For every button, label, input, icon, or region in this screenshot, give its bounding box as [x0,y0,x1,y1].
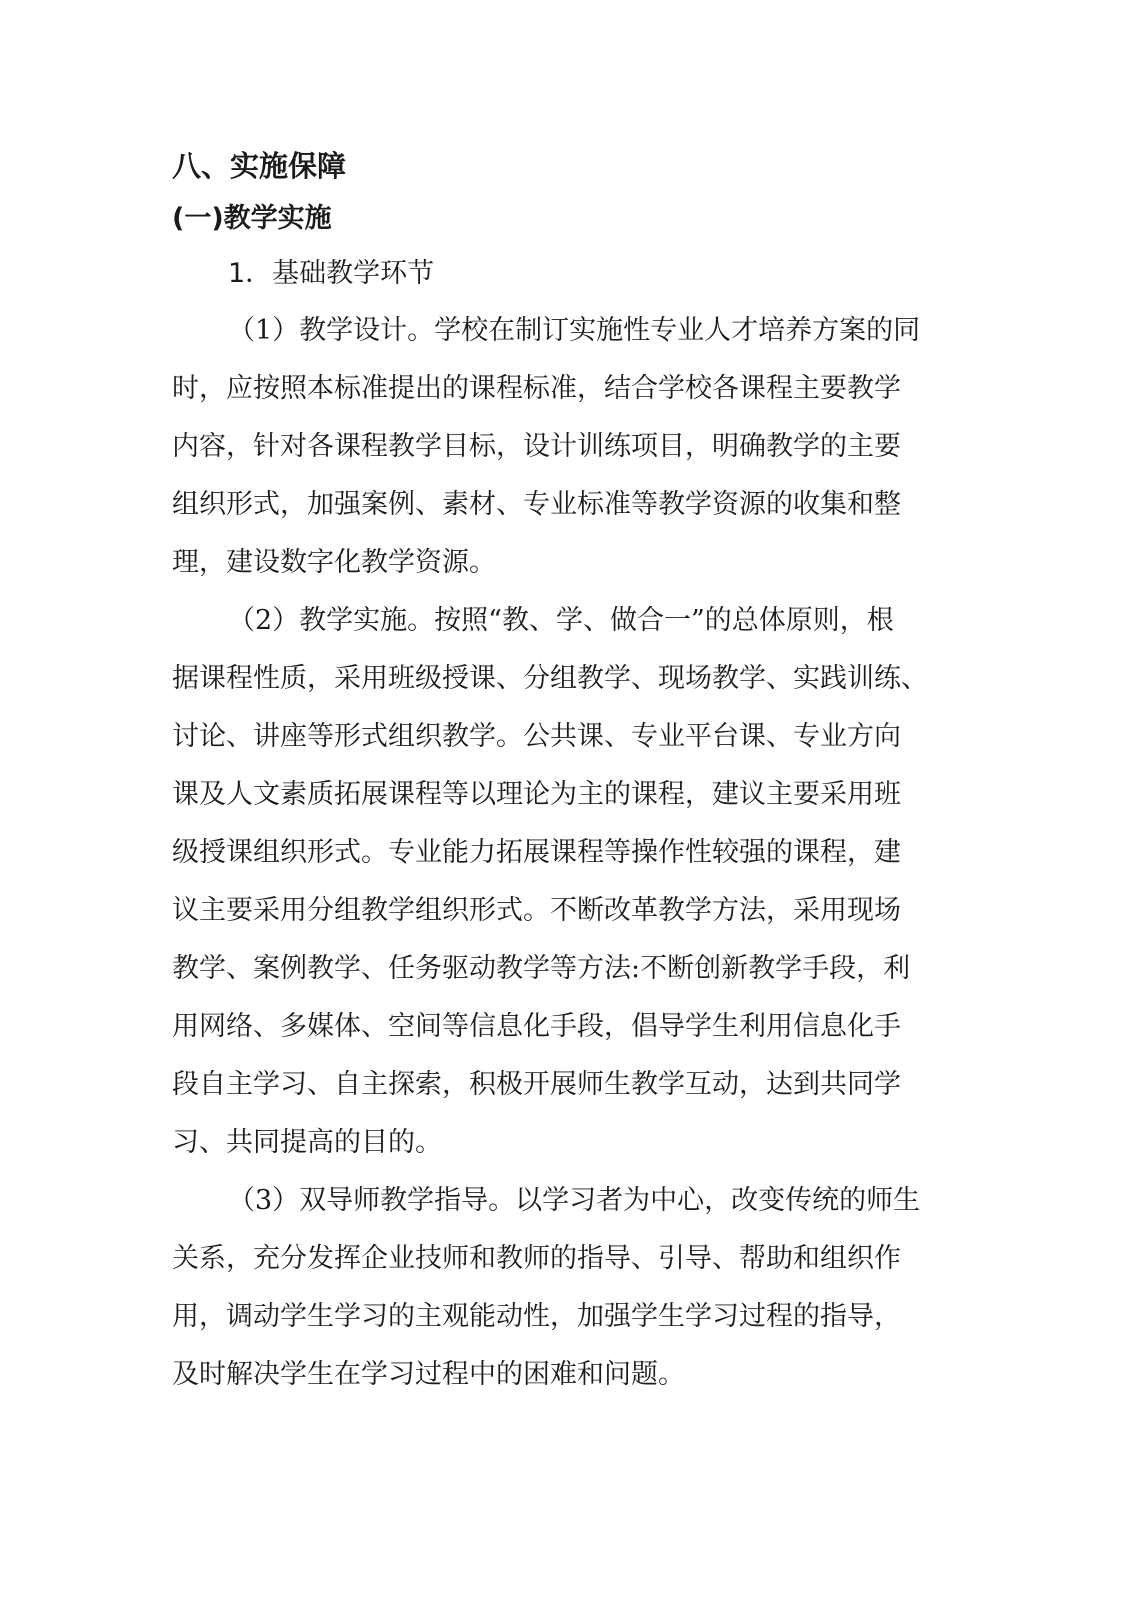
document-body [172,140,972,1404]
paragraph-line: 用网络、多媒体、空间等信息化手段，倡导学生利用信息化手 [172,1011,901,1042]
paragraph-dual-mentor [172,1172,972,1404]
paragraph-line: 段自主学习、自主探索，积极开展师生教学互动，达到共同学 [172,1069,901,1100]
paragraph-line: 关系，充分发挥企业技师和教师的指导、引导、帮助和组织作 [172,1243,901,1274]
paragraph-line: 组织形式，加强案例、素材、专业标准等教学资源的收集和整 [172,489,901,520]
paragraph-line: 时，应按照本标准提出的课程标准，结合学校各课程主要教学 [172,373,901,404]
paragraph-line: 据课程性质，采用班级授课、分组教学、现场教学、实践训练、 [172,663,928,694]
subsection-heading: (一)教学实施 [172,203,332,234]
paragraph-line: 用，调动学生学习的主观能动性，加强学生学习过程的指导， [172,1301,901,1332]
paragraph-line: 议主要采用分组教学组织形式。不断改革教学方法，采用现场 [172,895,901,926]
paragraph-line: 教学、案例教学、任务驱动教学等方法:不断创新教学手段，利 [172,953,911,984]
paragraph-line: 习、共同提高的目的。 [172,1127,442,1158]
item-heading: 1．基础教学环节 [228,258,435,289]
paragraph-line: 理，建设数字化教学资源。 [172,547,496,578]
paragraph-line: 及时解决学生在学习过程中的困难和问题。 [172,1359,685,1390]
section-heading: 八、实施保障 [172,149,347,183]
paragraph-line: 讨论、讲座等形式组织教学。公共课、专业平台课、专业方向 [172,721,901,752]
paragraph-line: （1）教学设计。学校在制订实施性专业人才培养方案的同 [228,315,921,346]
paragraph-teaching-implementation [172,592,972,1172]
paragraph-line: 课及人文素质拓展课程等以理论为主的课程，建议主要采用班 [172,779,901,810]
paragraph-line: 内容，针对各课程教学目标，设计训练项目，明确教学的主要 [172,431,901,462]
paragraph-line: 级授课组织形式。专业能力拓展课程等操作性较强的课程，建 [172,837,901,868]
paragraph-line: （3）双导师教学指导。以学习者为中心，改变传统的师生 [228,1185,921,1216]
paragraph-line: （2）教学实施。按照“教、学、做合一”的总体原则，根 [228,605,894,636]
paragraph-teaching-design [172,302,972,592]
